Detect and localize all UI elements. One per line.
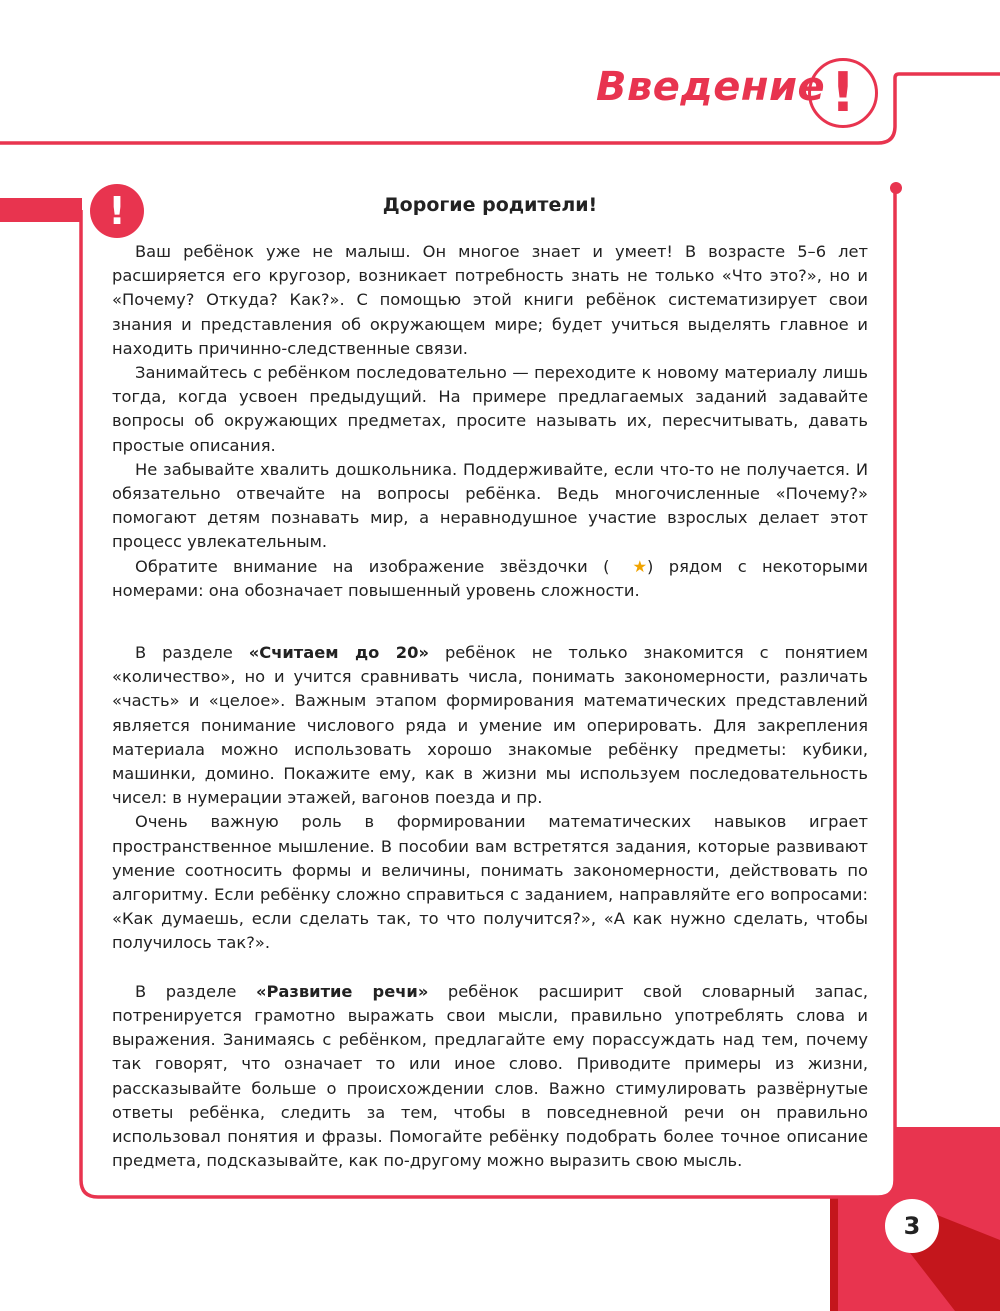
paragraph: Не забывайте хвалить дошкольника. Поддерживайте, если что-то не получается. И обязательно отвечайте на вопросы ребёнка. Ведь многочисленные «Почему?» помогают детям познавать мир, а неравнодушное участие взрослых делает этот процесс увлекательным. bbox=[112, 459, 868, 552]
body-text bbox=[112, 240, 868, 1173]
exclamation-badge-icon: ! bbox=[90, 184, 144, 238]
text: ) рядом с некоторыми номерами: она обозначает повышенный уровень сложности. bbox=[112, 556, 868, 600]
section-name: «Развитие речи» bbox=[255, 981, 429, 1001]
text: В разделе bbox=[135, 643, 249, 663]
page-number: 3 bbox=[885, 1199, 939, 1253]
paragraph bbox=[112, 555, 868, 603]
paragraph bbox=[112, 641, 868, 810]
paragraph: Ваш ребёнок уже не малыш. Он многое знает и умеет! В возрасте 5–6 лет расширяется его кругозор, возникает потребность знать не только «Что это?», но и «Почему? Откуда? Как?». С помощью этой книги ребёнок систематизирует свои знания и представления об окружающем мире; будет учиться выделять главное и находить причинно-следственные связи. bbox=[112, 242, 868, 358]
paragraph: Занимайтесь с ребёнком последовательно — переходите к новому материалу лишь тогда, когда усвоен предыдущий. На примере предлагаемых заданий задавайте вопросы об окружающих предметах, просите называть их, пересчитывать, давать простые описания. bbox=[112, 363, 868, 455]
exclamation-icon: ! bbox=[808, 58, 878, 128]
star-icon: ★ bbox=[632, 556, 648, 576]
text: ребёнок расширит свой словарный запас, потренируется грамотно выражать свои мысли, правильно употреблять слова и выражения. Занимаясь с ребёнком, предлагайте ему порассуждать над тем, почему так говорят, что означает то или иное слово. Приводите примеры из жизни, рассказывайте больше о происхождении слов. Важно стимулировать развёрнутые ответы ребёнка, следить за тем, чтобы в повседневной речи он правильно использовал понятия и фразы. Помогайте ребёнку подобрать более точное описание предмета, подсказывайте, как по-другому можно выразить свою мысль. bbox=[112, 981, 868, 1171]
page-heading: Дорогие родители! bbox=[382, 194, 598, 216]
section-title: Введение bbox=[596, 64, 826, 110]
paragraph bbox=[112, 980, 868, 1174]
text: Обратите внимание на изображение звёздочки ( bbox=[135, 556, 610, 576]
section-name: «Считаем до 20» bbox=[248, 643, 429, 663]
text: В разделе bbox=[135, 981, 256, 1001]
text: ребёнок не только знакомится с понятием «количество», но и учится сравнивать числа, понимать закономерности, различать «часть» и «целое». Важным этапом формирования математических представлений является понимание числового ряда и умение им оперировать. Для закрепления материала можно использовать хорошо знакомые ребёнку предметы: кубики, машинки, домино. Покажите ему, как в жизни мы используем последовательность чисел: в нумерации этажей, вагонов поезда и пр. bbox=[112, 643, 868, 808]
paragraph: Очень важную роль в формировании математических навыков играет пространственное мышление. В пособии вам встретятся задания, которые развивают умение соотносить формы и величины, понимать закономерности, действовать по алгоритму. Если ребёнку сложно справиться с заданием, направляйте его вопросами: «Как думаешь, если сделать так, то что получится?», «А как нужно сделать, чтобы получилось так?». bbox=[112, 812, 868, 953]
